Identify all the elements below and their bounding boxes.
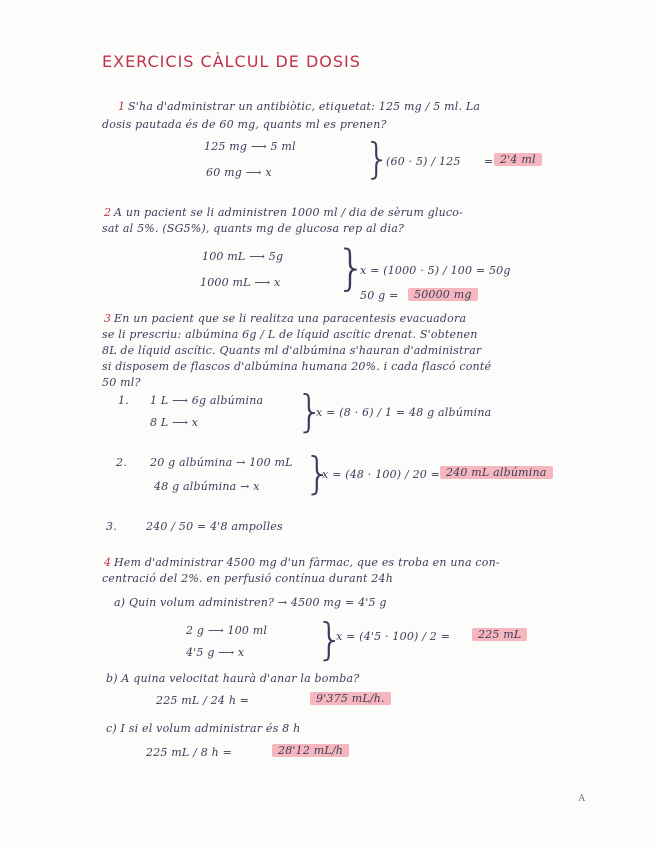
ex4-c-calc: 225 mL / 8 h = [146,746,233,759]
ex2-brace: } [336,240,367,296]
ex4-a-brace: } [316,614,344,665]
ex3-step1-brace: } [296,386,324,437]
ex2-number: 2 [104,206,112,219]
page-mark: A [578,794,585,804]
ex2-formula: x = (1000 · 5) / 100 = 50g [360,264,511,277]
ex3-step3-calc: 240 / 50 = 4'8 ampolles [146,520,283,533]
ex4-question-a: a) Quin volum administren? → 4500 mg = 4'5 g [114,596,387,609]
ex1-brace: } [364,134,391,183]
ex3-step2-brace: } [304,448,332,499]
ex1-rule-row2: 60 mg ⟶ x [206,166,272,179]
ex4-statement-line1: Hem d'administrar 4500 mg d'un fàrmac, que es troba en una con- [114,556,500,569]
ex3-step1-row2: 8 L ⟶ x [150,416,199,429]
ex2-result: 50000 mg [408,288,478,301]
ex4-a-rule-row2: 4'5 g ⟶ x [186,646,245,659]
ex1-rule-row1: 125 mg ⟶ 5 ml [204,140,296,153]
ex4-a-rule-row1: 2 g ⟶ 100 ml [186,624,268,637]
ex3-statement-line4: si disposem de flascos d'albúmina humana 20%. i cada flascó conté [102,360,492,373]
ex1-result: 2'4 ml [494,153,542,166]
ex4-c-result: 28'12 mL/h [272,744,349,757]
ex4-statement-line2: centració del 2%. en perfusió contínua durant 24h [102,572,393,585]
ex1-formula: (60 · 5) / 125 [386,155,461,168]
ex3-step3-label: 3. [106,520,117,533]
ex3-step1-row1: 1 L ⟶ 6g albúmina [150,394,264,407]
ex2-rule-row1: 100 mL ⟶ 5g [202,250,284,263]
ex2-statement-line1: A un pacient se li administren 1000 ml / dia de sèrum gluco- [114,206,464,219]
ex3-step2-result: 240 mL albúmina [440,466,553,479]
ex3-statement-line5: 50 ml? [102,376,141,389]
ex1-equals: = [484,155,494,168]
ex1-statement-line2: dosis pautada és de 60 mg, quants ml es prenen? [102,118,387,131]
ex2-rule-row2: 1000 mL ⟶ x [200,276,281,289]
ex2-conversion: 50 g = [360,289,399,302]
ex4-number: 4 [104,556,112,569]
ex1-number: 1 [118,100,126,113]
ex1-statement-line1: S'ha d'administrar un antibiòtic, etiquetat: 125 mg / 5 ml. La [128,100,481,113]
ex3-statement-line1: En un pacient que se li realitza una paracentesis evacuadora [114,312,467,325]
ex2-statement-line2: sat al 5%. (SG5%), quants mg de glucosa rep al dia? [102,222,405,235]
ex3-statement-line3: 8L de líquid ascític. Quants ml d'albúmina s'hauran d'administrar [102,344,482,357]
ex3-step1-label: 1. [118,394,129,407]
ex4-a-formula: x = (4'5 · 100) / 2 = [336,630,451,643]
page-title: EXERCICIS CÀLCUL DE DOSIS [102,52,361,71]
ex4-b-result: 9'375 mL/h. [310,692,391,705]
ex3-step2-formula: x = (48 · 100) / 20 = [322,468,441,481]
ex4-a-result: 225 mL [472,628,527,641]
ex3-step2-label: 2. [116,456,127,469]
ex3-statement-line2: se li prescriu: albúmina 6g / L de líquid ascític drenat. S'obtenen [102,328,478,341]
ex4-question-c: c) I si el volum administrar és 8 h [106,722,301,735]
ex3-step1-formula: x = (8 · 6) / 1 = 48 g albúmina [316,406,492,419]
ex4-question-b: b) A quina velocitat haurà d'anar la bomba? [106,672,360,685]
ex3-number: 3 [104,312,112,325]
ex3-step2-row2: 48 g albúmina → x [154,480,260,493]
ex3-step2-row1: 20 g albúmina → 100 mL [150,456,293,469]
ex4-b-calc: 225 mL / 24 h = [156,694,250,707]
